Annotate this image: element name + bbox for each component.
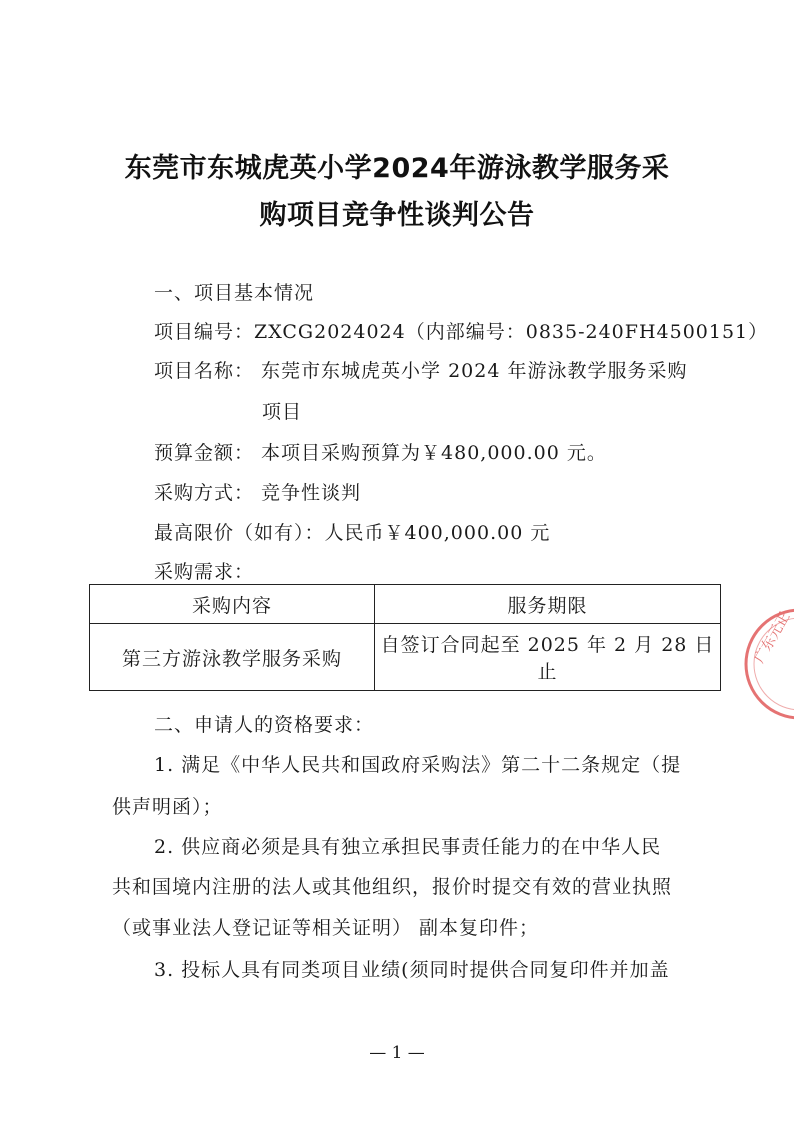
table-cell-period: 自签订合同起至 2025 年 2 月 28 日止 bbox=[375, 624, 721, 691]
table-row bbox=[90, 624, 721, 691]
requirements-table bbox=[89, 584, 721, 691]
official-seal-stamp bbox=[740, 602, 794, 732]
procurement-method: 采购方式： 竞争性谈判 bbox=[154, 482, 362, 504]
requirement-3: 3. 投标人具有同类项目业绩(须同时提供合同复印件并加盖 bbox=[154, 959, 670, 981]
requirement-2: 2. 供应商必须是具有独立承担民事责任能力的在中华人民 bbox=[154, 836, 662, 858]
requirement-1: 1. 满足《中华人民共和国政府采购法》第二十二条规定（提 bbox=[154, 754, 682, 776]
table-header-row bbox=[90, 585, 721, 624]
project-name-continued: 项目 bbox=[262, 401, 303, 423]
table-header-content: 采购内容 bbox=[90, 585, 375, 624]
document-title-line2: 购项目竞争性谈判公告 bbox=[259, 200, 535, 231]
requirement-2-continued-2: （或事业法人登记证等相关证明） 副本复印件； bbox=[112, 917, 540, 939]
project-name: 项目名称： 东莞市东城虎英小学 2024 年游泳教学服务采购 bbox=[154, 360, 688, 382]
table-header-period: 服务期限 bbox=[375, 585, 721, 624]
section2-heading: 二、申请人的资格要求： bbox=[154, 714, 375, 736]
svg-text:广东元正: 广东元正 bbox=[751, 609, 794, 666]
page-number: — 1 — bbox=[369, 1043, 425, 1063]
document-title-line1: 东莞市东城虎英小学2024年游泳教学服务采 bbox=[124, 153, 670, 184]
max-price: 最高限价（如有）：人民币￥400,000.00 元 bbox=[154, 522, 551, 544]
budget-amount: 预算金额： 本项目采购预算为￥480,000.00 元。 bbox=[154, 442, 607, 464]
table-cell-content: 第三方游泳教学服务采购 bbox=[90, 624, 375, 691]
requirement-2-continued: 共和国境内注册的法人或其他组织，报价时提交有效的营业执照 bbox=[112, 876, 673, 898]
requirement-1-continued: 供声明函）； bbox=[112, 796, 223, 818]
project-number: 项目编号：ZXCG2024024（内部编号：0835-240FH4500151） bbox=[154, 321, 769, 343]
section1-heading: 一、项目基本情况 bbox=[154, 282, 315, 304]
requirements-label: 采购需求： bbox=[154, 561, 255, 583]
